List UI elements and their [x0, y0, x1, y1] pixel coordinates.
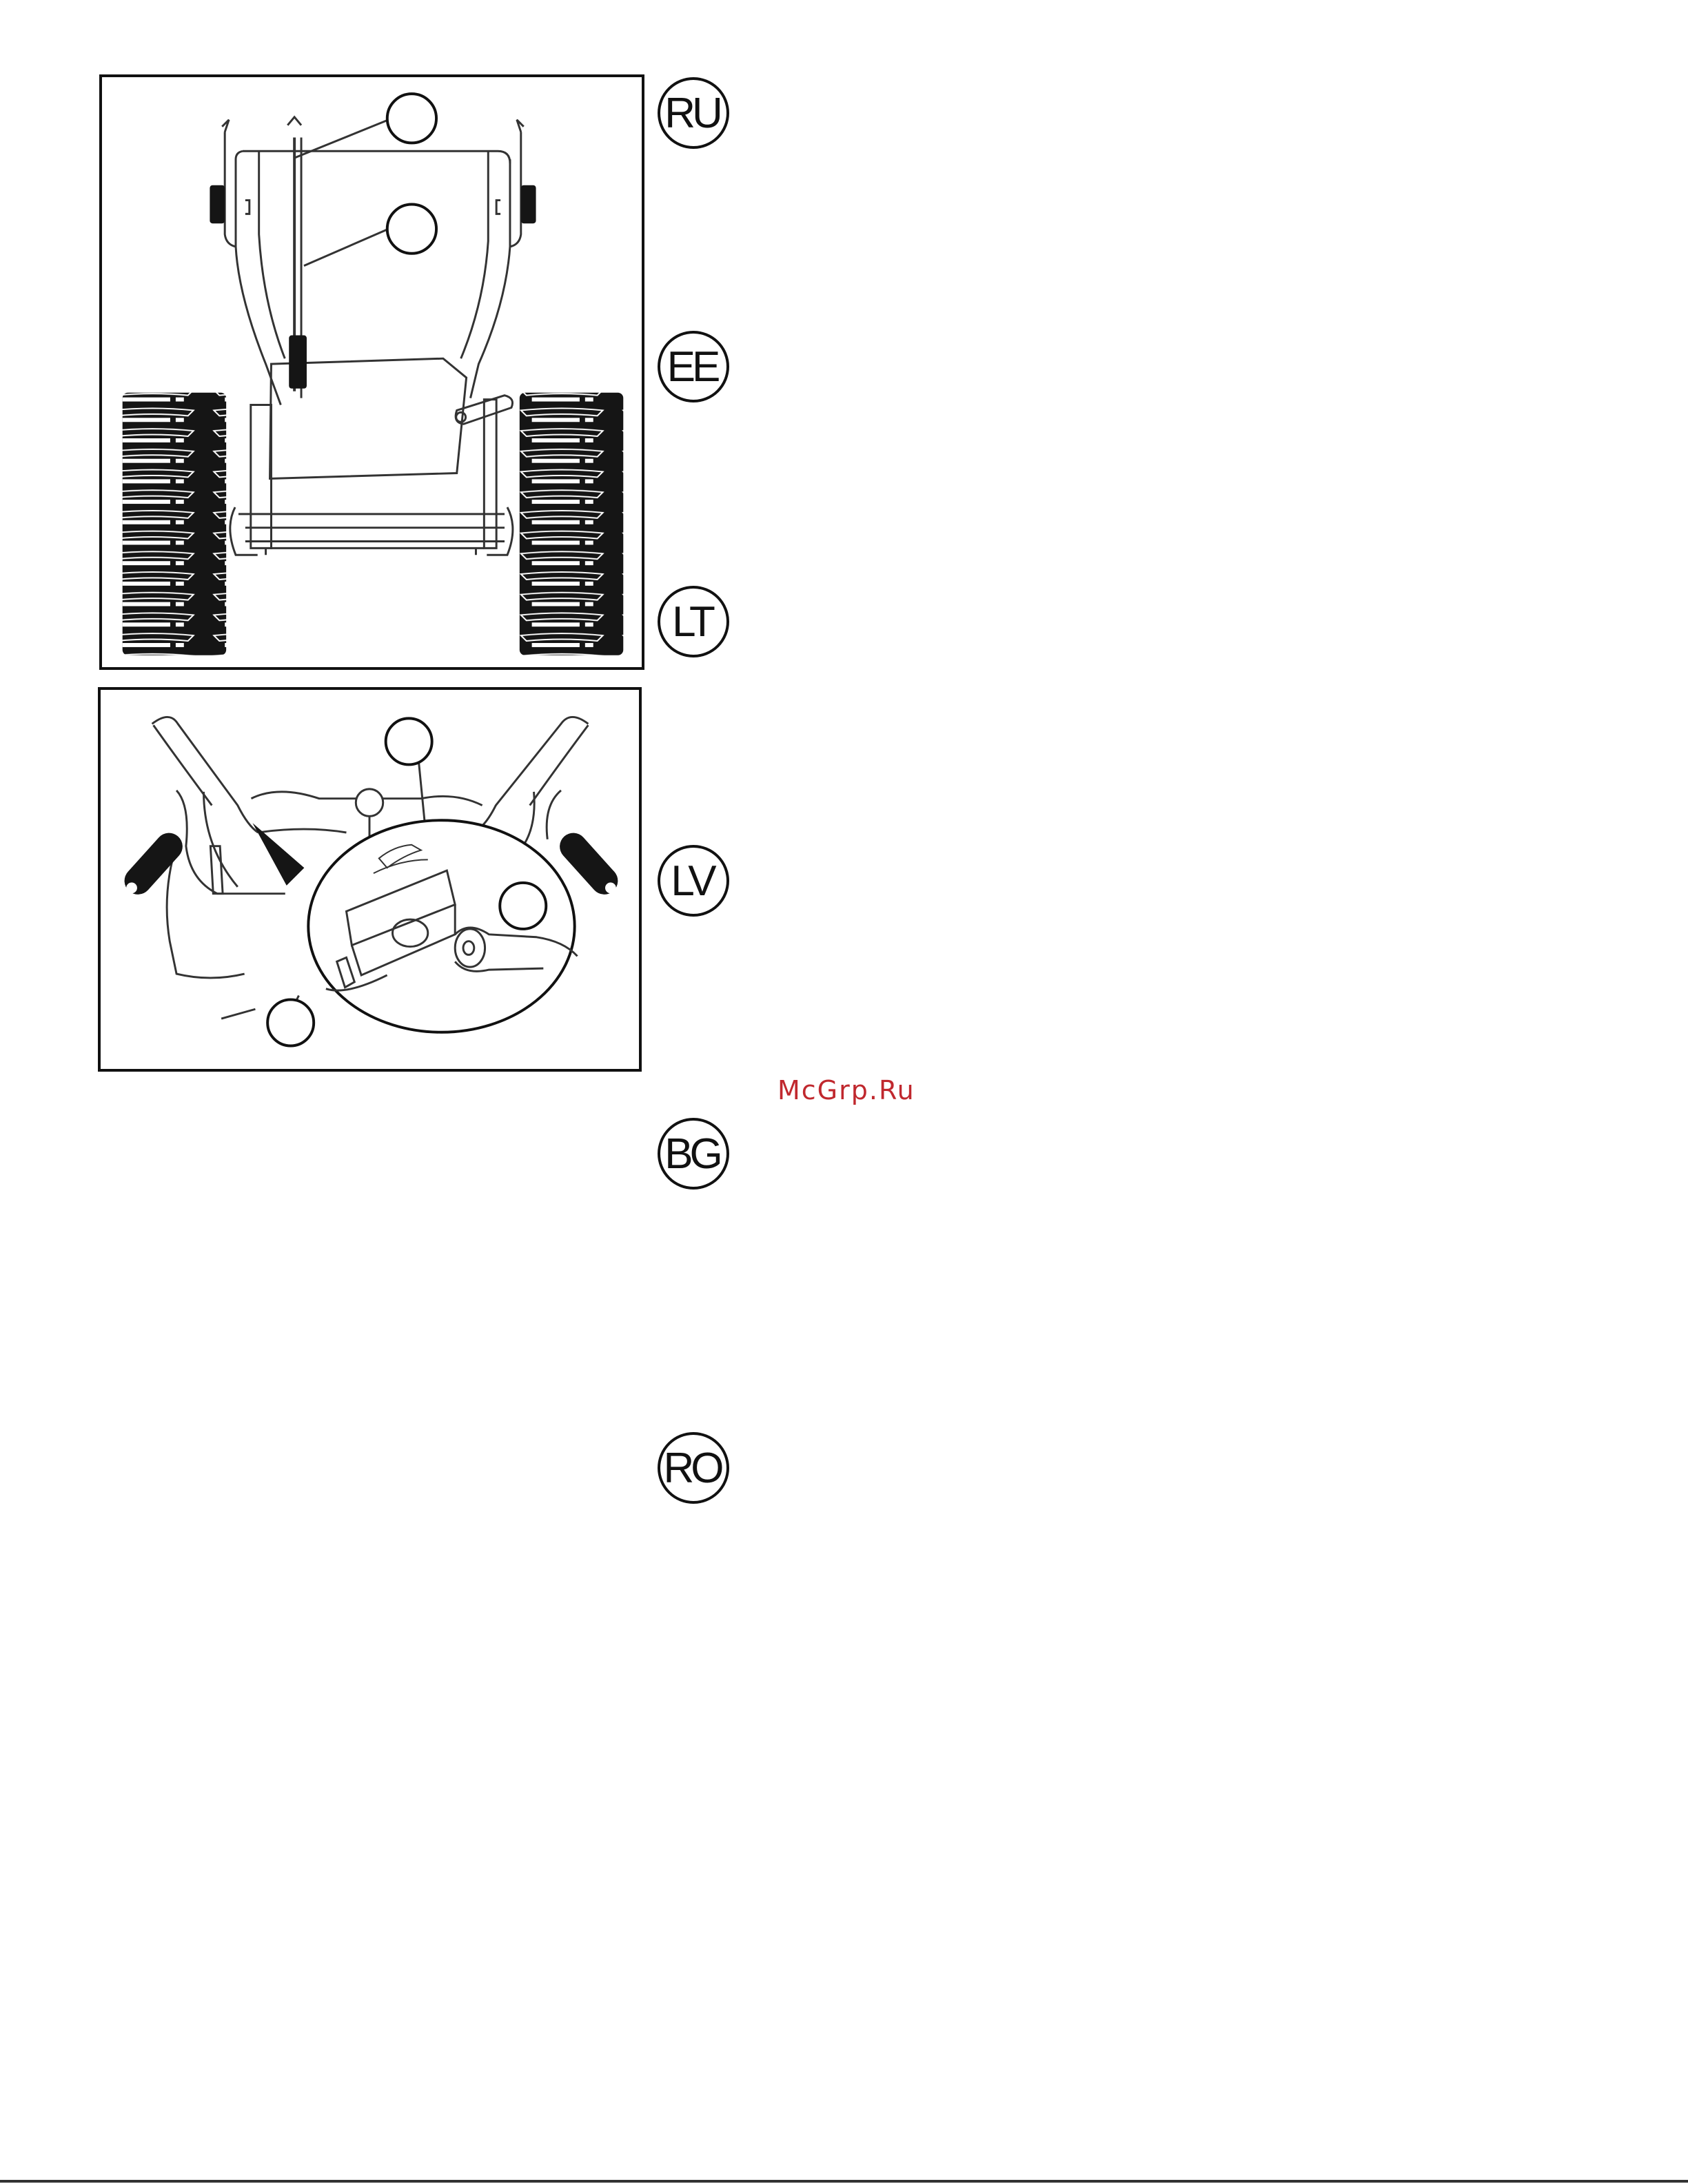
callout-circle — [387, 94, 436, 143]
callout-circle — [386, 718, 432, 764]
handle-top-bar — [243, 151, 510, 163]
language-badge-lv: LV — [658, 845, 729, 917]
control-rod-grip — [289, 336, 307, 389]
handle-pivot-pin-figure — [98, 687, 642, 1072]
handle-assembly-drawing — [102, 77, 642, 667]
callout-circle — [387, 204, 436, 253]
language-badge-ro: RO — [658, 1432, 729, 1504]
language-badge-lt: LT — [658, 586, 729, 657]
left-track — [123, 393, 226, 655]
left-handle-knob — [210, 185, 225, 223]
watermark-text: McGrp.Ru — [777, 1075, 915, 1105]
handle-left-upper — [225, 132, 243, 247]
language-badge-bg: BG — [658, 1118, 729, 1190]
detail-pointer — [252, 823, 304, 886]
page-bottom-rule — [0, 2180, 1688, 2183]
callout-circle — [267, 999, 314, 1045]
language-badge-ru: RU — [658, 77, 729, 149]
callout-circle — [500, 883, 546, 929]
handle-right-upper — [510, 132, 521, 247]
language-badge-ee: EE — [658, 331, 729, 402]
right-handle-arm — [482, 717, 589, 826]
handle-pivot-drawing — [101, 690, 639, 1069]
left-grip — [118, 827, 188, 901]
right-handle-knob — [521, 185, 536, 223]
right-track — [520, 393, 623, 655]
handle-assembly-figure — [99, 74, 644, 670]
